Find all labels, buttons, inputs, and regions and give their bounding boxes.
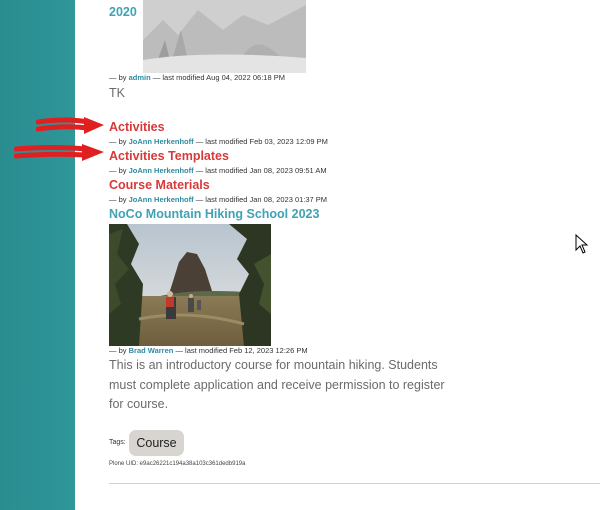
author-link[interactable]: JoAnn Herkenhoff bbox=[128, 195, 194, 204]
item-title-course-materials[interactable]: Course Materials bbox=[109, 178, 210, 192]
author-link[interactable]: JoAnn Herkenhoff bbox=[128, 166, 194, 175]
item-title-2020[interactable]: 2020 bbox=[109, 5, 137, 19]
hiking-photo bbox=[109, 224, 271, 346]
left-sidebar bbox=[0, 0, 75, 510]
byline-modified: — last modified Feb 03, 2023 12:09 PM bbox=[195, 137, 328, 146]
item-photo-hikers[interactable] bbox=[109, 224, 271, 346]
mouse-cursor-icon bbox=[575, 234, 589, 254]
byline-prefix: — by bbox=[109, 166, 127, 175]
item-byline bbox=[109, 195, 327, 204]
item-title-activities-templates[interactable]: Activities Templates bbox=[109, 149, 229, 163]
item-description: This is an introductory course for mountain hiking. Students must complete application and receive permission to register for course. bbox=[109, 358, 445, 411]
byline-modified: — last modified Jan 08, 2023 01:37 PM bbox=[195, 195, 328, 204]
byline-prefix: — by bbox=[109, 346, 127, 355]
plone-uid: Plone UID: e9ac26221c194a38a103c361dedb919a bbox=[109, 461, 246, 467]
tags-label: Tags: bbox=[109, 439, 126, 446]
author-link[interactable]: admin bbox=[128, 73, 151, 82]
item-title-noco-hiking-school[interactable]: NoCo Mountain Hiking School 2023 bbox=[109, 207, 320, 221]
item-byline bbox=[109, 346, 308, 355]
item-byline bbox=[109, 137, 328, 146]
author-link[interactable]: JoAnn Herkenhoff bbox=[128, 137, 194, 146]
byline-modified: — last modified Feb 12, 2023 12:26 PM bbox=[175, 346, 308, 355]
divider bbox=[109, 483, 600, 484]
item-title-activities[interactable]: Activities bbox=[109, 120, 165, 134]
item-byline bbox=[109, 73, 285, 82]
thumbnail-image bbox=[143, 0, 306, 73]
byline-prefix: — by bbox=[109, 137, 127, 146]
item-thumbnail-2020[interactable] bbox=[143, 0, 306, 73]
item-description: TK bbox=[109, 86, 125, 100]
byline-prefix: — by bbox=[109, 195, 127, 204]
author-link[interactable]: Brad Warren bbox=[128, 346, 174, 355]
red-arrow-icon bbox=[14, 143, 106, 163]
byline-modified: — last modified Jan 08, 2023 09:51 AM bbox=[195, 166, 327, 175]
red-arrow-icon bbox=[36, 116, 106, 136]
byline-modified: — last modified Aug 04, 2022 06:18 PM bbox=[152, 73, 285, 82]
item-byline bbox=[109, 166, 327, 175]
byline-prefix: — by bbox=[109, 73, 127, 82]
tag-course[interactable]: Course bbox=[129, 430, 184, 456]
